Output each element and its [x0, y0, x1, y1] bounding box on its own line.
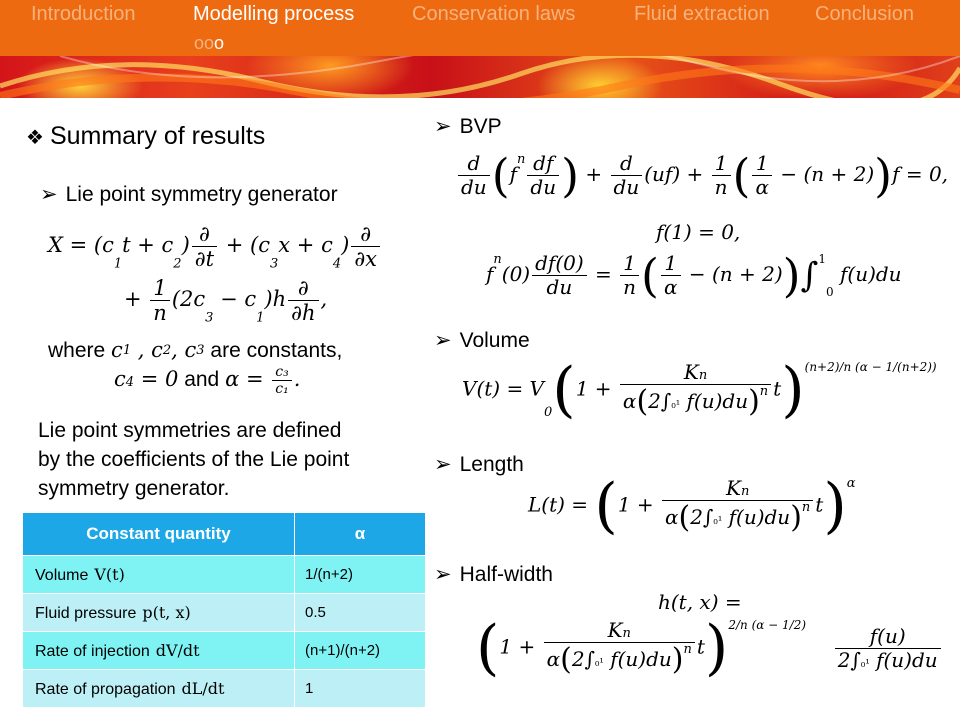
nav-fluid-extraction[interactable]: Fluid extraction — [634, 3, 770, 25]
alpha-cell: 1/(n+2) — [295, 556, 426, 594]
header-constant-quantity: Constant quantity — [23, 513, 295, 556]
nav-modelling-process[interactable]: Modelling process — [193, 3, 355, 25]
halfwidth-heading: Half-width — [459, 563, 553, 586]
table-row — [23, 594, 426, 632]
volume-heading: Volume — [459, 329, 530, 352]
bvp-heading: BVP — [459, 115, 502, 138]
bvp-equation-line1: $\frac{d}{du}$ ($f^n$ $\frac{df}{du}$ ) + $\frac{d}{du}$ (uf) + $\frac{1}{n}$ ( $\frac{1}{\alpha}$ − (n + 2))f = 0, — [456, 152, 948, 199]
decorative-banner — [0, 56, 960, 98]
where-text: where — [48, 339, 106, 362]
quantity-label: Rate of injection — [35, 642, 150, 660]
nav-conservation-laws[interactable]: Conservation laws — [412, 3, 576, 25]
bvp-equation-line3: $f^n(0)$ $\frac{df(0)}{du}$ = $\frac{1}{n}$ ( $\frac{1}{\alpha}$ − (n + 2))∫$^1$0 f(u)du — [486, 248, 902, 303]
quantity-symbol: dL/dt — [181, 678, 225, 698]
banner-swirl-graphic — [0, 56, 960, 98]
lie-paragraph-line3: symmetry generator. — [38, 477, 230, 500]
quantity-symbol: V(t) — [94, 564, 125, 584]
length-equation: L(t) = (1 + $\frac{Kn}{\alpha(2\int_0^1 f(u)du)^n}$ t)$^\alpha$ — [528, 471, 856, 541]
alpha-definition-line — [114, 364, 300, 397]
alpha-cell: (n+1)/(n+2) — [295, 632, 426, 670]
quantity-label: Rate of propagation — [35, 680, 176, 698]
progress-dot-current: o — [214, 33, 225, 53]
navigation-bar — [0, 0, 960, 56]
arrow-bullet-icon: ➢ — [434, 563, 452, 586]
lie-paragraph — [38, 416, 349, 503]
halfwidth-equation-line1: h(t, x) = — [658, 590, 742, 614]
alpha-cell: 1 — [295, 670, 426, 708]
generator-bullet — [40, 182, 338, 207]
table-header-row — [23, 513, 426, 556]
table-row — [23, 670, 426, 708]
diamond-bullet-icon: ❖ — [26, 127, 44, 149]
arrow-bullet-icon: ➢ — [434, 329, 452, 352]
bvp-bullet — [434, 114, 502, 139]
halfwidth-bullet — [434, 562, 553, 587]
lie-paragraph-line1: Lie point symmetries are defined — [38, 419, 342, 442]
quantity-cell — [23, 632, 295, 670]
alpha-cell: 0.5 — [295, 594, 426, 632]
progress-dots-dim: oo — [194, 33, 215, 53]
generator-heading: Lie point symmetry generator — [65, 183, 338, 206]
and-text: and — [184, 368, 220, 392]
lie-paragraph-line2: by the coefficients of the Lie point — [38, 448, 350, 471]
length-heading: Length — [459, 453, 524, 476]
constants-symbols: c1 , c2, c3 — [111, 338, 205, 362]
alpha-ratio-symbol: α = $\frac{\text{c₃}}{\text{c₁}}$ . — [225, 364, 301, 398]
generator-equation-line1: X = (c1t + c2) $\frac{\partial}{\partial t}$ + (c3x + c4) $\frac{\partial}{\partial x}$ — [48, 222, 382, 271]
volume-bullet — [434, 328, 530, 353]
table-row — [23, 556, 426, 594]
summary-heading — [26, 122, 265, 151]
quantity-label: Fluid pressure — [35, 604, 137, 622]
section-progress-dots[interactable] — [194, 33, 224, 54]
c4-zero-symbol: c4 = 0 — [114, 367, 179, 392]
nav-conclusion[interactable]: Conclusion — [815, 3, 914, 25]
generator-equation-line2: + $\frac{1}{n}$ (2c3 − c1)h $\frac{\partial}{\partial h}$ , — [124, 276, 328, 326]
table-row — [23, 632, 426, 670]
quantity-cell — [23, 594, 295, 632]
length-bullet — [434, 452, 524, 477]
arrow-bullet-icon: ➢ — [434, 453, 452, 476]
nav-introduction[interactable]: Introduction — [31, 3, 136, 25]
arrow-bullet-icon: ➢ — [40, 183, 58, 206]
summary-title: Summary of results — [49, 122, 266, 150]
are-constants-text: are constants, — [210, 339, 343, 362]
where-constants-line — [48, 336, 342, 365]
quantity-label: Volume — [35, 566, 89, 584]
volume-equation: V(t) = V0(1 + $\frac{Kn}{\alpha(2\int_0^1 f(u)du)^n}$ t)$^{(n+2)/n (\alpha - 1/(n+2))}$ — [462, 355, 937, 425]
header-alpha: α — [295, 513, 426, 556]
quantity-cell — [23, 670, 295, 708]
bvp-equation-line2: f(1) = 0, — [656, 220, 741, 244]
halfwidth-equation-line2: (1 + $\frac{Kn}{\alpha(2\int_0^1 f(u)du)^n}$ t)$^{2/n (\alpha - 1/2)}$ $\frac{f(u)}{\text{2∫₀¹ f(u)du}}$ — [476, 618, 943, 678]
quantity-symbol: p(t, x) — [142, 602, 191, 622]
quantity-symbol: dV/dt — [155, 640, 200, 660]
constants-table — [22, 512, 426, 708]
quantity-cell — [23, 556, 295, 594]
arrow-bullet-icon: ➢ — [434, 115, 452, 138]
